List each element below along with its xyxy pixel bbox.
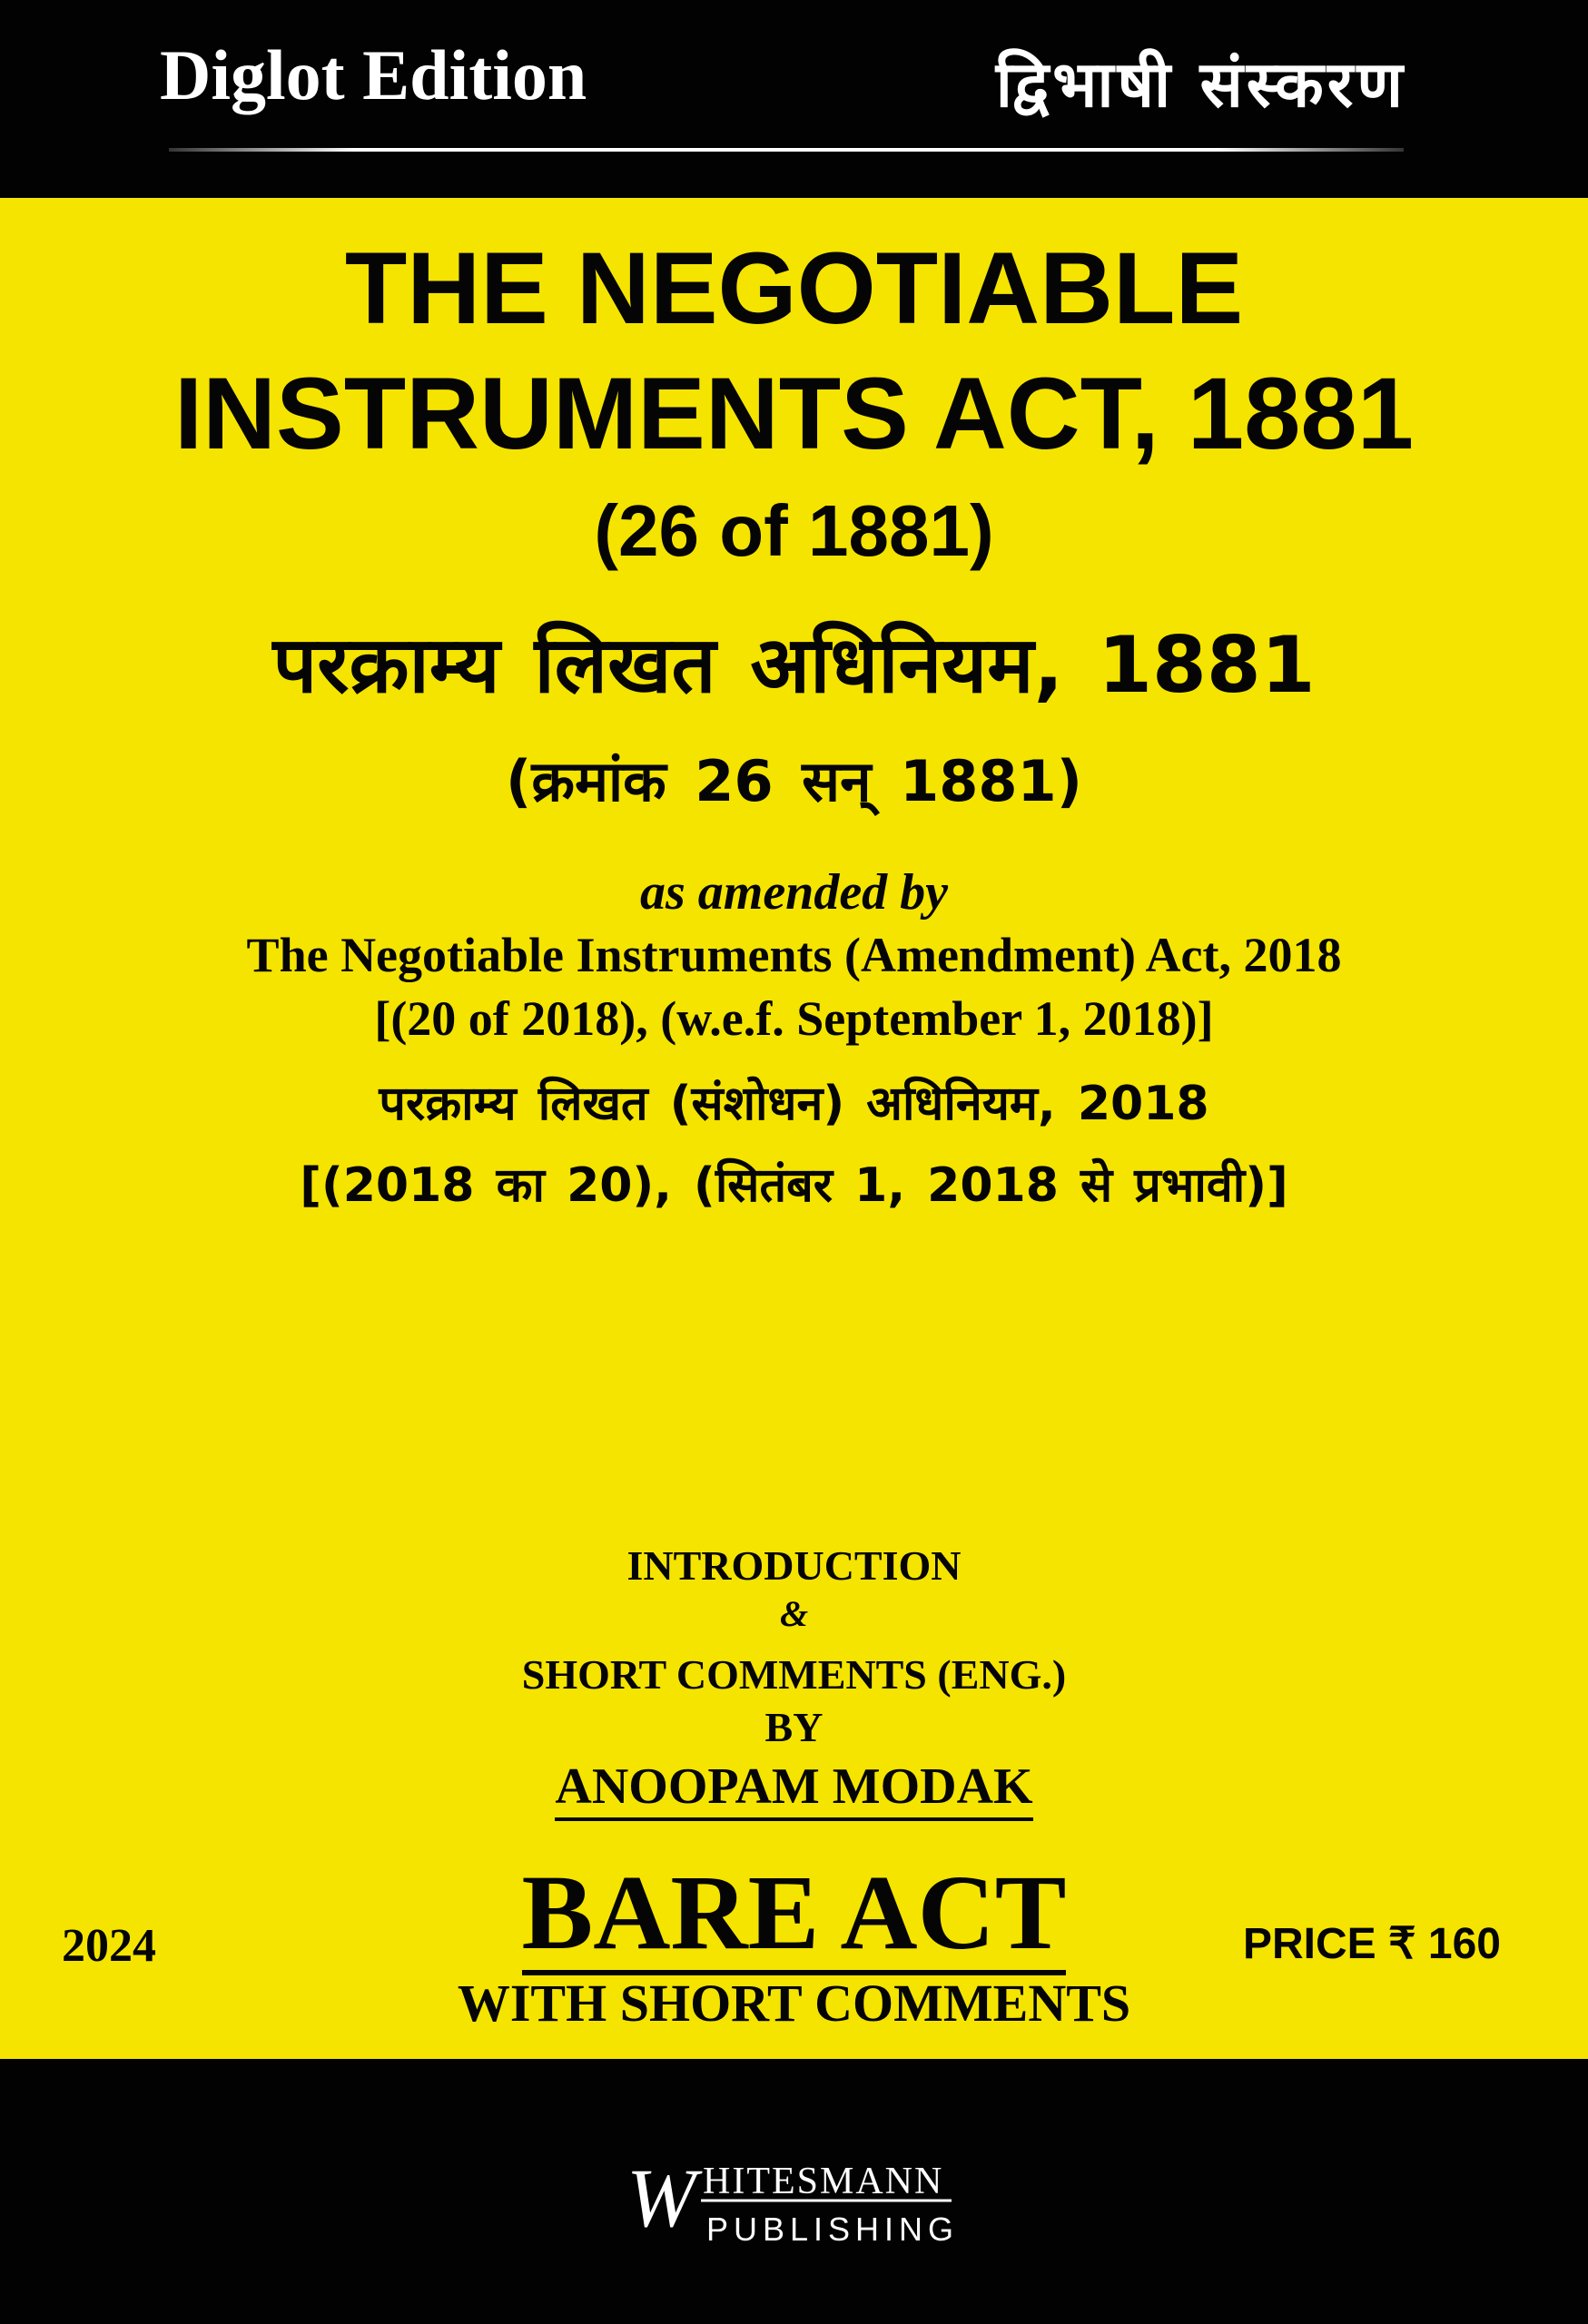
publisher-name-line-1: HITESMANN — [703, 2161, 944, 2202]
amended-by-label: as amended by — [639, 864, 949, 921]
bare-act-label: BARE ACT — [522, 1859, 1067, 1975]
author-name: ANOOPAM MODAK — [555, 1761, 1032, 1821]
amendment-english-line-2: [(20 of 2018), (w.e.f. September 1, 2018)] — [374, 991, 1214, 1046]
publisher-logo-letter: W — [626, 2153, 696, 2244]
hindi-act-number: (क्रमांक 26 सन् 1881) — [506, 748, 1082, 814]
amendment-hindi-line-2: [(2018 का 20), (सितंबर 1, 2018 से प्रभावी)] — [300, 1158, 1288, 1213]
publication-year: 2024 — [62, 1920, 156, 1972]
introduction-label: INTRODUCTION — [626, 1542, 962, 1589]
hindi-title: परक्राम्य लिखत अधिनियम, 1881 — [272, 620, 1316, 711]
act-number: (26 of 1881) — [594, 490, 994, 571]
top-band — [0, 0, 1588, 198]
by-label: BY — [764, 1704, 824, 1750]
price-label: PRICE ₹ 160 — [1243, 1920, 1501, 1968]
title-line-2: INSTRUMENTS ACT, 1881 — [174, 357, 1414, 470]
publisher-name-line-2: PUBLISHING — [706, 2211, 960, 2248]
edition-hindi: द्विभाषी संस्करण — [995, 47, 1406, 122]
amendment-hindi-line-1: परक्राम्य लिखत (संशोधन) अधिनियम, 2018 — [379, 1077, 1209, 1131]
top-rule-divider — [169, 148, 1404, 152]
publisher-logo — [623, 2153, 968, 2253]
title-line-1: THE NEGOTIABLE — [344, 231, 1244, 345]
amendment-english-line-1: The Negotiable Instruments (Amendment) Act, 2018 — [246, 928, 1342, 982]
short-comments-label: SHORT COMMENTS (ENG.) — [521, 1651, 1067, 1698]
ampersand: & — [779, 1593, 809, 1634]
author-name-container — [0, 1758, 1588, 1821]
edition-english: Diglot Edition — [160, 35, 587, 114]
with-short-comments-label: WITH SHORT COMMENTS — [457, 1974, 1131, 2033]
